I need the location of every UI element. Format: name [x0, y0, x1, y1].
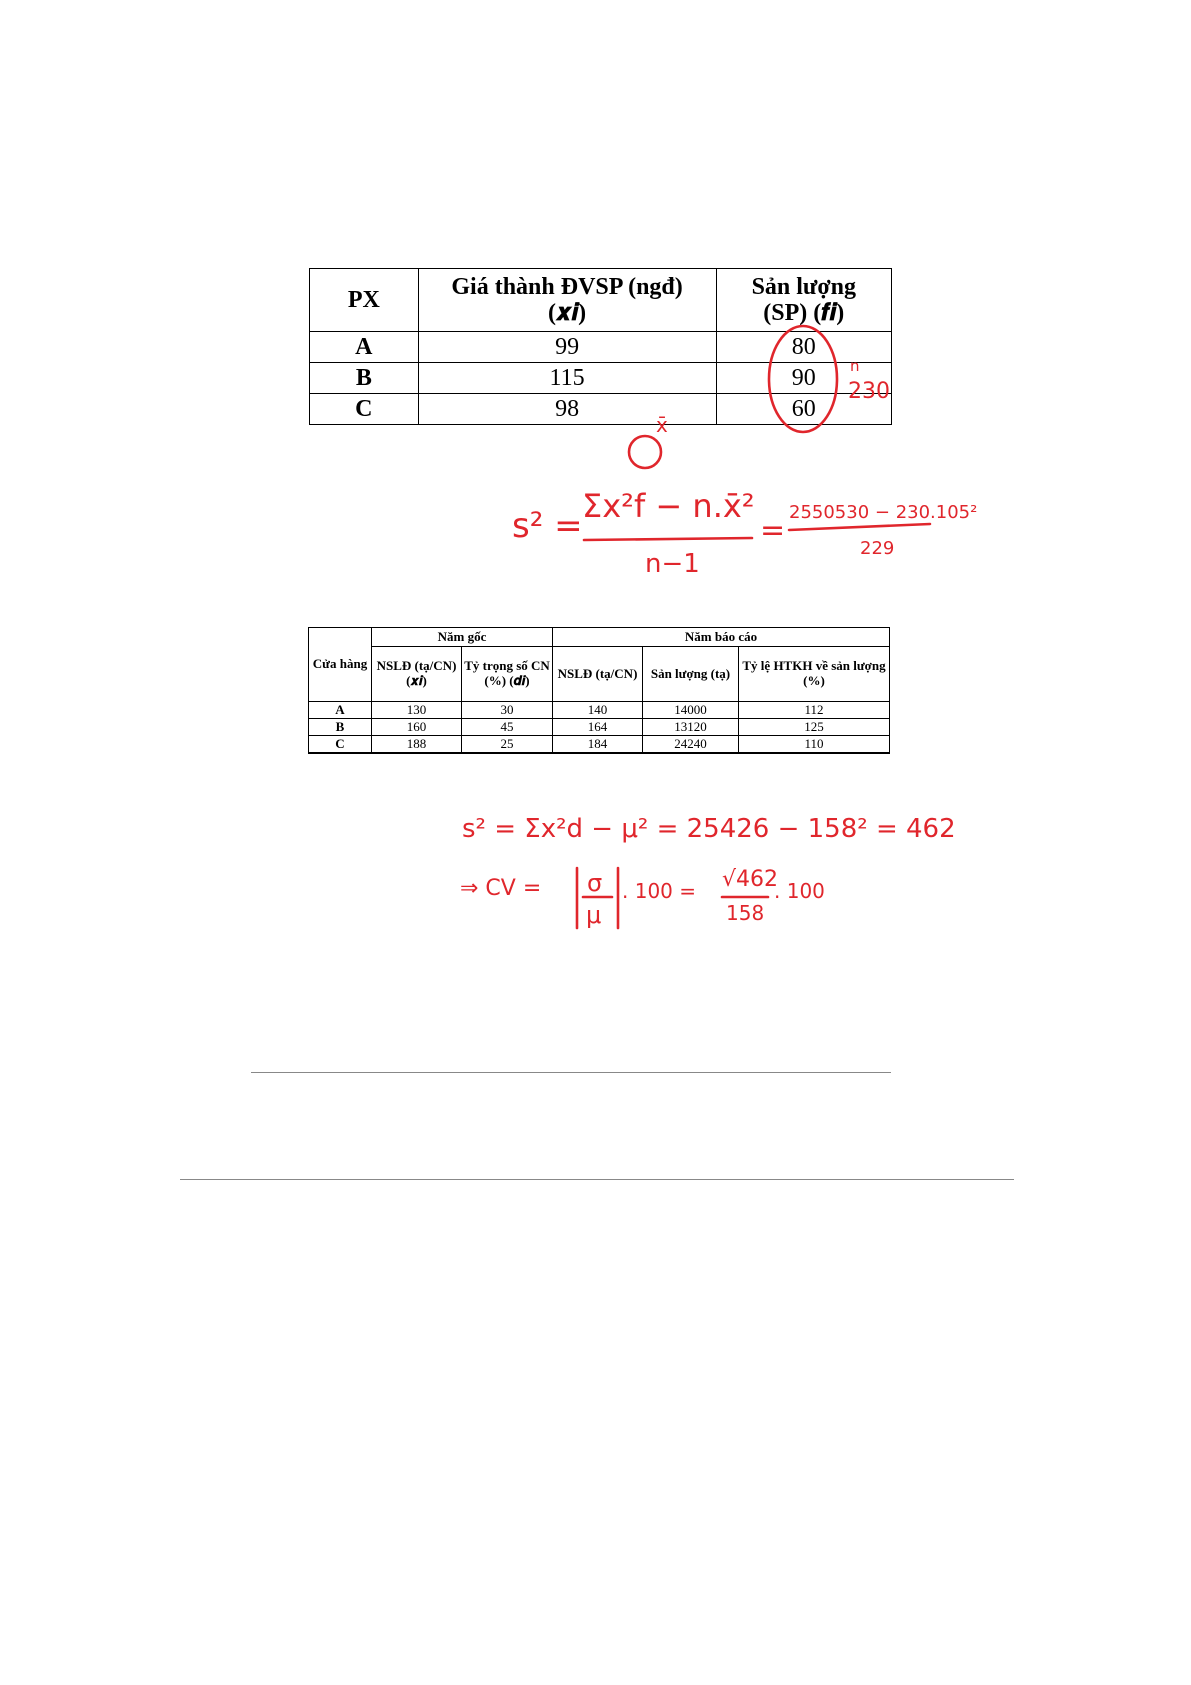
header-price-line1: Giá thành ĐVSP (ngđ) [451, 273, 683, 300]
cell-nsld-base: 188 [372, 736, 462, 754]
table-header-row [310, 269, 892, 332]
cv-denominator: 158 [726, 901, 765, 925]
cell-qty: 90 [716, 363, 891, 394]
table-row [310, 332, 892, 363]
header-group-base: Năm gốc [372, 628, 553, 647]
mean-circle [629, 436, 661, 468]
header-qty [716, 269, 891, 332]
formula1-equals: = [760, 513, 786, 548]
cell-qty: 80 [716, 332, 891, 363]
cell-px: A [310, 332, 419, 363]
header-store: Cửa hàng [309, 628, 372, 702]
cell-plan: 112 [739, 702, 890, 719]
header-price [418, 269, 716, 332]
header-weight: Tỷ trọng số CN (%) (𝒅𝒊) [462, 647, 553, 702]
formula1-rhs-denominator: 229 [860, 538, 895, 559]
formula2-line: s² = Σx²d − μ² = 25426 − 158² = 462 [462, 814, 956, 844]
formula1-denominator: n−1 [645, 549, 700, 579]
cell-px: B [310, 363, 419, 394]
cv-frac-numerator: σ [587, 869, 603, 897]
cell-weight: 45 [462, 719, 553, 736]
n-value: 230 [848, 379, 890, 404]
cell-output: 14000 [643, 702, 739, 719]
table-header-row [309, 647, 890, 702]
cv-prefix: ⇒ CV = [460, 876, 542, 901]
header-price-line2: (𝒙𝒊) [548, 300, 587, 326]
cell-nsld-report: 184 [553, 736, 643, 754]
table-group-header-row [309, 628, 890, 647]
formula1-numerator: Σx²f − n.x̄² [582, 487, 755, 525]
cell-nsld-base: 130 [372, 702, 462, 719]
formula1-rhs-numerator: 2550530 − 230.105² [789, 502, 978, 523]
cell-plan: 125 [739, 719, 890, 736]
header-qty-line2: (SP) (𝒇𝒊) [763, 300, 845, 326]
header-output: Sản lượng (tạ) [643, 647, 739, 702]
page-break-line [180, 1179, 1014, 1180]
table-row [309, 736, 890, 754]
table-row [310, 394, 892, 425]
cell-store: B [309, 719, 372, 736]
header-group-report: Năm báo cáo [553, 628, 890, 647]
cell-weight: 25 [462, 736, 553, 754]
header-plan: Tỷ lệ HTKH về sản lượng (%) [739, 647, 890, 702]
cv-sqrt: √462 [722, 867, 779, 892]
header-px: PX [310, 269, 419, 332]
header-nsld-report: NSLĐ (tạ/CN) [553, 647, 643, 702]
cv-tail: . 100 [774, 879, 825, 903]
cell-nsld-report: 140 [553, 702, 643, 719]
header-nsld-base: NSLĐ (tạ/CN) (𝒙𝒊) [372, 647, 462, 702]
xbar-label: x̄ [656, 413, 668, 437]
cell-px: C [310, 394, 419, 425]
formula1-rhs-fraction-bar [789, 524, 930, 530]
cell-store: C [309, 736, 372, 754]
cell-price: 115 [418, 363, 716, 394]
header-qty-line1: Sản lượng [751, 273, 856, 300]
table-row [309, 702, 890, 719]
table-row [310, 363, 892, 394]
cell-output: 24240 [643, 736, 739, 754]
n-label: n [850, 357, 860, 375]
formula1-fraction-bar [584, 538, 752, 540]
cell-output: 13120 [643, 719, 739, 736]
cell-nsld-base: 160 [372, 719, 462, 736]
cv-frac-denominator: μ [586, 901, 602, 929]
formula1-lhs: s² = [512, 506, 583, 546]
cv-mid: . 100 = [622, 879, 697, 903]
cell-store: A [309, 702, 372, 719]
productivity-table [308, 627, 890, 754]
cost-output-table [309, 268, 892, 425]
table-row [309, 719, 890, 736]
cell-nsld-report: 164 [553, 719, 643, 736]
cell-plan: 110 [739, 736, 890, 754]
separator-line [251, 1072, 891, 1073]
cell-price: 98 [418, 394, 716, 425]
cell-price: 99 [418, 332, 716, 363]
cell-weight: 30 [462, 702, 553, 719]
cell-qty: 60 [716, 394, 891, 425]
